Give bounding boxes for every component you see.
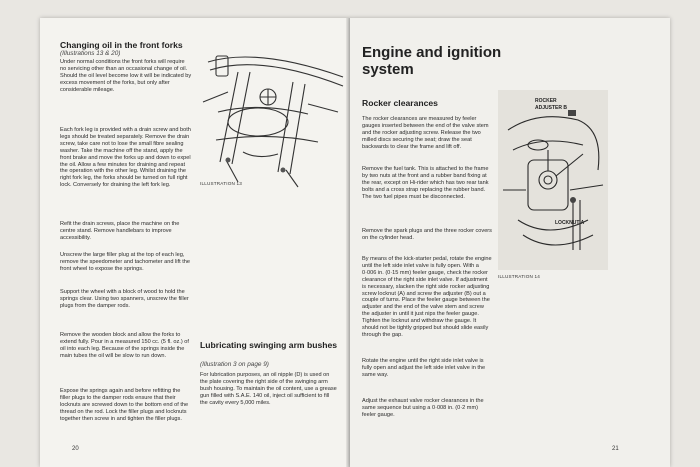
rocker-paragraph-4: By means of the kick-starter pedal, rotate the engine until the left side inlet valve is fully open. With a 0·006 in. (0·15 mm) feeler gauge, check the rocker clearance of the right side inlet valve. If adjustment is necessary, slacken the right side rocker adjusting screw locknut (A) and screw the adjuster (B) out a couple of turns. Place the feeler gauge between the adjuster and the end of the valve stem and screw the adjuster in until it just nips the feeler gauge. Tighten the locknut and withdraw the gauge. It should not be tightly gripped but should slide easily through the gap. <box>362 256 492 338</box>
right-page <box>350 18 670 467</box>
rocker-illustration <box>498 90 608 270</box>
rocker-paragraph-6: Adjust the exhaust valve rocker clearances in the same sequence but using a 0·008 in. (0·2 mm) feeler gauge. <box>362 398 484 418</box>
paragraph-4: Unscrew the large filler plug at the top of each leg, remove the speedometer and tachometer and lift the front wheel to expose the springs. <box>60 252 190 272</box>
rocker-paragraph-3: Remove the spark plugs and the three rocker covers on the cylinder head. <box>362 228 492 241</box>
paragraph-2: Each fork leg is provided with a drain screw and both legs should be treated separately. Remove the drain screw, take care not to lose the small fibre sealing washer. Take the machine off the stand, apply the front brake and move the forks up and down to expel the oil. Allow a few minutes for draining and repeat the operation with the other leg. Whilst draining the right fork leg, the forks should be turned on full right lock. Conversely for draining the left fork leg. <box>60 127 191 189</box>
fork-illustration <box>198 42 348 192</box>
swinging-arm-reference: (Illustration 3 on page 9) <box>200 361 269 368</box>
swinging-arm-heading: Lubricating swinging arm bushes <box>200 340 338 350</box>
rocker-paragraph-5: Rotate the engine until the right side inlet valve is fully open and adjust the left side inlet valve in the same way. <box>362 358 486 378</box>
rocker-paragraph-2: Remove the fuel tank. This is attached to the frame by two nuts at the front and a rubber band fixing at the rear, except on Hi-rider which has two rear tank bolts and a cross strap replacing the rubber band. The two fuel pipes must be disconnected. <box>362 166 489 200</box>
rocker-paragraph-1: The rocker clearances are measured by feeler gauges inserted between the end of the valve stem and the rocker adjusting screw. Release the two milled discs securing the seat; draw the seat backwards to clear the frame and lift off. <box>362 116 489 150</box>
fork-oil-reference: (Illustrations 13 & 20) <box>60 50 121 57</box>
paragraph-6: Remove the wooden block and allow the forks to extend fully. Pour in a measured 150 cc. (5 fl. oz.) of oil into each leg. Because of the springs inside the main tubes the oil will be slow to run down. <box>60 332 189 359</box>
label-rocker: ROCKER <box>535 98 557 104</box>
rocker-clearances-heading: Rocker clearances <box>362 98 438 108</box>
chapter-title: Engine and ignition system <box>362 44 502 78</box>
illustration-14-caption: ILLUSTRATION 14 <box>498 274 540 279</box>
swinging-arm-text: For lubrication purposes, an oil nipple (D) is used on the plate covering the right side of the swinging arm bush housing. To maintain the oil content, use a grease gun filled with S.A.E. 140 oil, inject oil sufficient to fill the cavity every 5,000 miles. <box>200 372 337 406</box>
paragraph-5: Support the wheel with a block of wood to hold the springs clear. Using two spanners, unscrew the filler plugs from the damper rods. <box>60 289 189 309</box>
fork-oil-heading: Changing oil in the front forks <box>60 40 183 50</box>
page-number-21: 21 <box>612 446 619 452</box>
label-adjuster-b: ADJUSTER B <box>535 105 567 111</box>
illustration-13-caption: ILLUSTRATION 13 <box>200 181 242 186</box>
left-page <box>40 18 350 467</box>
paragraph-7: Expose the springs again and before refitting the filler plugs to the damper rods ensure that their locknuts are screwed down to the bottom end of the thread on the rod. Lock the filler plugs and locknuts together then screw in and tighten the filler plugs. <box>60 388 189 422</box>
paragraph-1: Under normal conditions the front forks will require no servicing other than an occasional change of oil. Should the oil level become low it will be indicated by excess movement of the forks, but only after considerable mileage. <box>60 59 192 93</box>
paragraph-3: Refit the drain screws, place the machine on the centre stand. Remove handlebars to improve accessibility. <box>60 221 180 241</box>
label-locknut-a: LOCKNUT A <box>555 220 585 226</box>
page-number-20: 20 <box>72 446 79 452</box>
